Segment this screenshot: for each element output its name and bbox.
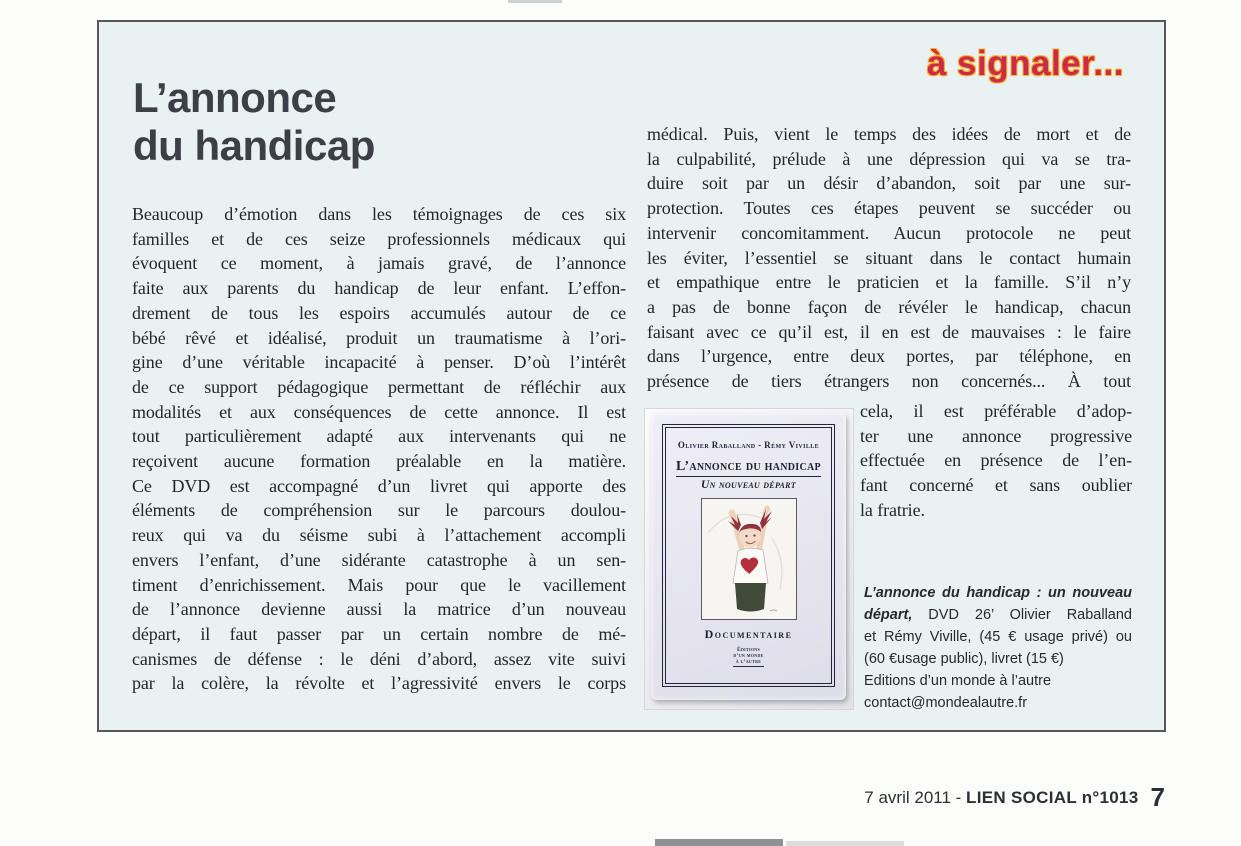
text-line: de l’annonce devienne aussi la matrice d’un nouveau [132, 599, 626, 620]
article-right-column [647, 122, 1131, 394]
text-line: les éviter, l’essentiel se situant dans le contact humain [647, 247, 1131, 268]
text-line: Beaucoup d’émotion dans les témoignages de ces six [132, 204, 626, 224]
dvd-subtitle: Un nouveau départ [700, 479, 796, 491]
dvd-publisher-logo [733, 647, 763, 667]
article-title [133, 74, 375, 170]
scan-artifact-top [508, 0, 562, 3]
text-line: faite aux parents du handicap de leur enfant. L’effon- [132, 278, 626, 299]
caption-line: et Rémy Viville, (45 € usage privé) ou [864, 629, 1132, 645]
text-line: cela, il est préférable d’adop- [860, 401, 1132, 421]
article-wrap-column [860, 399, 1132, 523]
text-line: Ce DVD est accompagné d’un livret qui apporte des [132, 475, 626, 496]
dvd-title: L’annonce du handicap [676, 459, 821, 477]
text-line: de ce support pédagogique permettant de réfléchir aux [132, 376, 626, 397]
text-line: gine d’une véritable incapacité à penser. D’où l’intérêt [132, 352, 626, 373]
dvd-caption [864, 582, 1132, 714]
scan-artifact-bottom-dark [655, 839, 783, 846]
footer-date: 7 avril 2011 - [864, 788, 967, 807]
dvd-genre: Documentaire [704, 627, 793, 641]
text-line: dans l’urgence, entre deux portes, par téléphone, en [647, 346, 1131, 367]
section-header: à signaler... [926, 44, 1124, 83]
text-line: et empathique entre le praticien et la famille. S’il n’y [647, 272, 1131, 293]
text-line: fant concerné et sans oublier [860, 475, 1132, 496]
text-line: la culpabilité, prélude à une dépression qui va se tra- [647, 148, 1131, 169]
text-line: faisant avec ce qu’il est, il en est de mauvaises : le faire [647, 321, 1131, 342]
text-line: duire soit par un désir d’abandon, soit par une sur- [647, 173, 1131, 194]
scan-artifact-bottom-light [786, 841, 904, 846]
text-line: par la colère, la révolte et l’agressivité envers le corps [132, 673, 626, 694]
text-line: reçoivent aucune formation préalable en la matière. [132, 451, 626, 472]
dvd-publisher-line3: à l’autre [735, 659, 762, 665]
text-line: intervenir concomitamment. Aucun protocole ne peut [647, 222, 1131, 243]
text-line: protection. Toutes ces étapes peuvent se succéder ou [647, 198, 1131, 219]
caption-line: L’annonce du handicap : un nouveau [864, 585, 1132, 601]
article-title-line1: L’annonce [133, 74, 337, 121]
text-line: modalités et aux conséquences de cette annonce. Il est [132, 401, 626, 422]
text-line: envers l’enfant, d’une sidérante catastrophe à un sen- [132, 549, 626, 570]
text-line: reux qui va du séisme subi à l’attachement accompli [132, 525, 626, 546]
text-line: tout particulièrement adapté aux intervenants qui ne [132, 426, 626, 447]
text-line: évoquent ce moment, à jamais gravé, de l’annonce [132, 253, 626, 274]
girl-illustration [701, 498, 797, 620]
text-line: a pas de bonne façon de révéler le handicap, chacun [647, 296, 1131, 317]
text-line: ter une annonce progressive [860, 425, 1132, 446]
text-line: médical. Puis, vient le temps des idées de mort et de [647, 124, 1131, 144]
text-line: timent d’enrichissement. Mais pour que le vacillement [132, 574, 626, 595]
text-line: la fratrie. [860, 499, 925, 520]
footer-page-number: 7 [1150, 782, 1165, 812]
text-line: canismes de défense : le déni d’abord, assez vite suivi [132, 648, 626, 669]
dvd-cover-photo [644, 408, 854, 710]
text-line: départ, il faut passer par un certain nombre de mé- [132, 623, 626, 644]
text-line: bébé rêvé et idéalisé, produit un traumatisme à l’ori- [132, 327, 626, 348]
dvd-authors: Olivier Raballand - Rémy Viville [677, 440, 820, 450]
text-line: familles et de ces seize professionnels médicaux qui [132, 228, 626, 249]
caption-line: contact@mondealautre.fr [864, 695, 1028, 711]
text-line: effectuée en présence de l’en- [860, 450, 1132, 471]
article-title-line2: du handicap [133, 122, 375, 169]
article-left-column [132, 202, 626, 696]
caption-line: départ, DVD 26’ Olivier Raballand [864, 607, 1132, 623]
dvd-publisher-line1: Éditions [737, 647, 760, 653]
caption-line: Editions d’un monde à l’autre [864, 673, 1052, 689]
article-panel [97, 20, 1166, 732]
dvd-case-frame [662, 424, 835, 687]
text-line: drement de tous les espoirs accumulés autour de ce [132, 302, 626, 323]
dvd-publisher-line2: d’un monde [733, 653, 764, 659]
text-line: présence de tiers étrangers non concernés... À tout [647, 371, 1131, 392]
caption-line: (60 €usage public), livret (15 €) [864, 651, 1064, 667]
page-footer [864, 782, 1165, 813]
footer-magazine: LIEN SOCIAL n°1013 [966, 788, 1139, 807]
dvd-case [651, 413, 846, 700]
text-line: éléments de compréhension sur le parcours doulou- [132, 500, 626, 521]
